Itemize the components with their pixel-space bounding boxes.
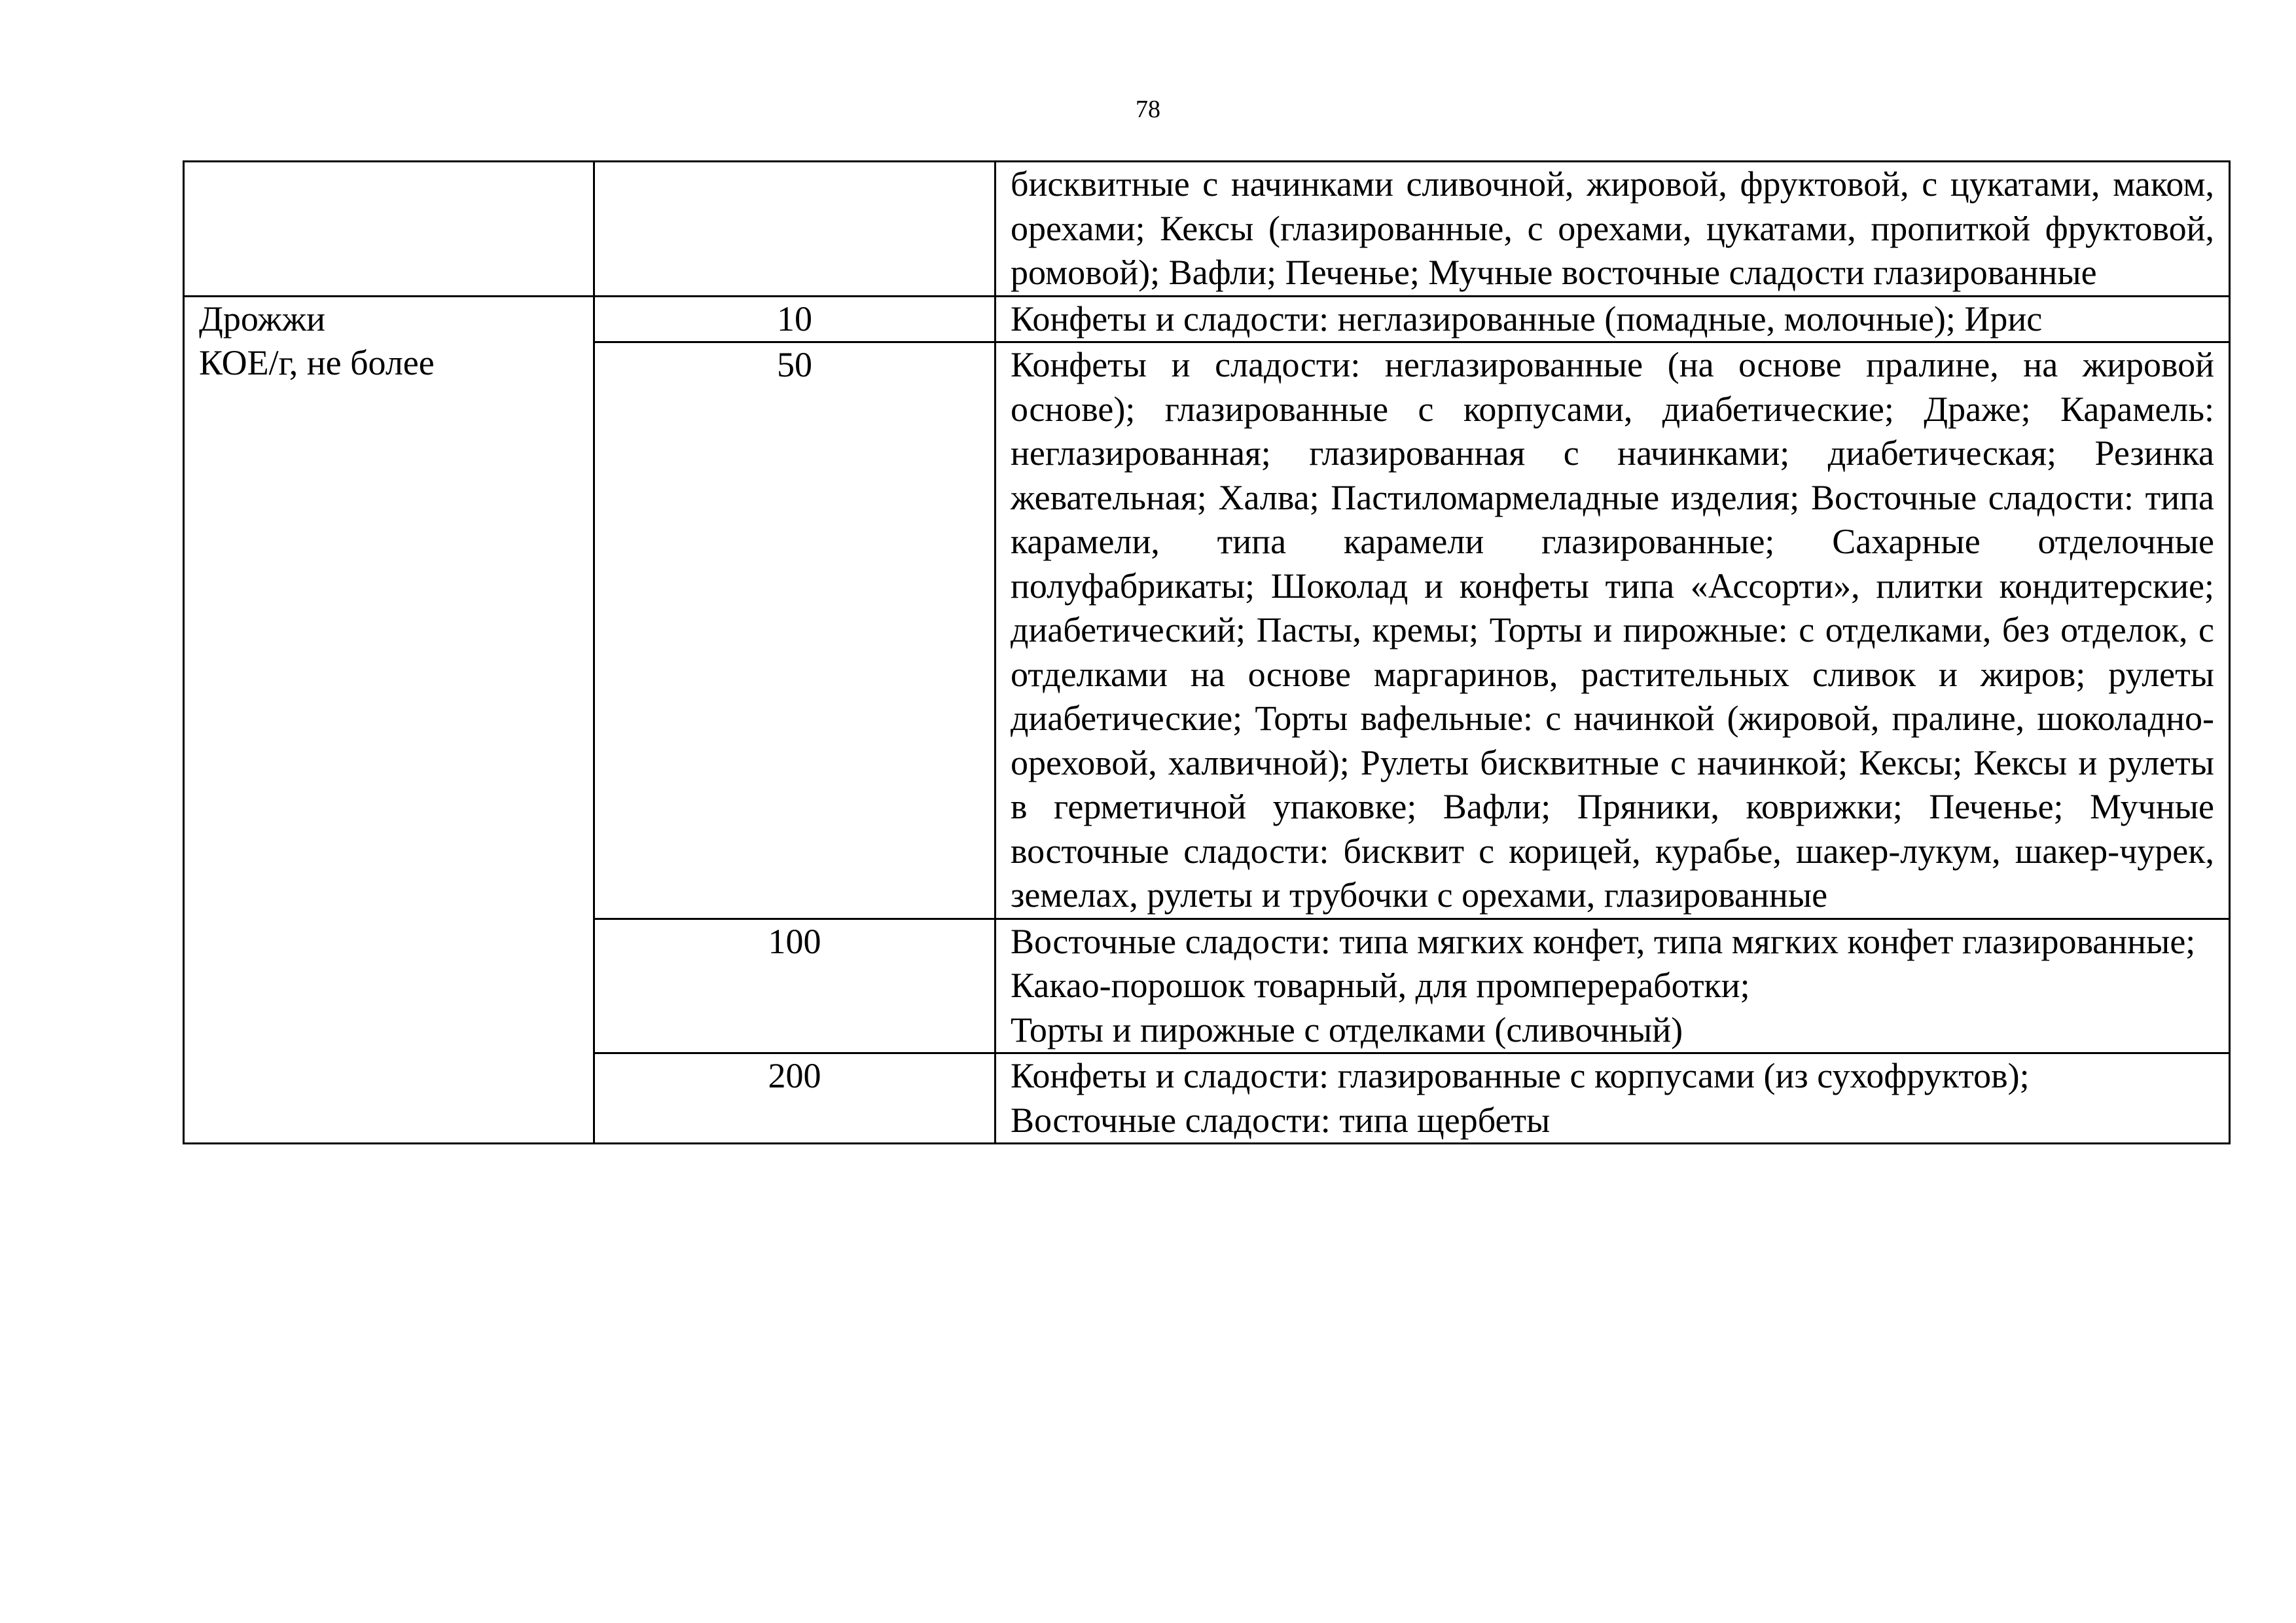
indicator-unit: КОЕ/г, не более: [199, 343, 435, 382]
table-row-yeast-10: [184, 296, 2230, 342]
microbiology-limits-table: [183, 160, 2231, 1144]
products-cell-continued: бисквитные с начинками сливочной, жировой, фруктовой, с цукатами, маком, орехами; Кексы (глазированные, с орехами, цукатами, пропиткой фруктовой, ромовой); Вафли; Печенье; Мучные восточные сладости глазированные: [996, 162, 2230, 297]
page-number: 78: [1136, 96, 1160, 123]
indicator-cell-yeast: [184, 296, 594, 1144]
table-row-continued: [184, 162, 2230, 297]
products-text: Конфеты и сладости: неглазированные (помадные, молочные); Ирис: [1011, 299, 2043, 338]
indicator-name: Дрожжи: [199, 299, 326, 338]
products-cell: [996, 342, 2230, 919]
products-cell: [996, 296, 2230, 342]
products-text: Конфеты и сладости: неглазированные (на основе пралине, на жировой основе); глазированные с корпусами, диабетические; Драже; Карамель: неглазированная; глазированная с начинками; диабетическая; Резинка жевательная; Халва; Пастиломармеладные изделия; Восточные сладости: типа карамели, типа карамели глазированные; Сахарные отделочные полуфабрикаты; Шоколад и конфеты типа «Ассорти», плитки кондитерские; диабетический; Пасты, кремы; Торты и пирожные: с отделками, без отделок, с отделками на основе маргаринов, растительных сливок и жиров; рулеты диабетические; Торты вафельные: с начинкой (жировой, пралине, шоколадно-ореховой, халвичной); Рулеты бисквитные с начинкой; Кексы; Кексы и рулеты в герметичной упаковке; Вафли; Пряники, коврижки; Печенье; Мучные восточные сладости: бисквит с корицей, курабье, шакер-лукум, шакер-чурек, земелах, рулеты и трубочки с орехами, глазированные: [1011, 345, 2214, 915]
products-text: Восточные сладости: типа щербеты: [1011, 1100, 1551, 1140]
limit-cell: 100: [594, 919, 996, 1053]
limit-cell: 200: [594, 1053, 996, 1144]
products-text: Торты и пирожные с отделками (сливочный): [1011, 1010, 1683, 1049]
limit-cell: 50: [594, 342, 996, 919]
products-text: Конфеты и сладости: глазированные с корпусами (из сухофруктов);: [1011, 1056, 2030, 1095]
limit-cell-empty: [594, 162, 996, 297]
products-cell: [996, 919, 2230, 1053]
products-text: Восточные сладости: типа мягких конфет, типа мягких конфет глазированные;: [1011, 921, 2196, 961]
products-cell: [996, 1053, 2230, 1144]
indicator-cell-empty: [184, 162, 594, 297]
limit-cell: 10: [594, 296, 996, 342]
products-text: Какао-порошок товарный, для промпереработки;: [1011, 966, 1750, 1005]
